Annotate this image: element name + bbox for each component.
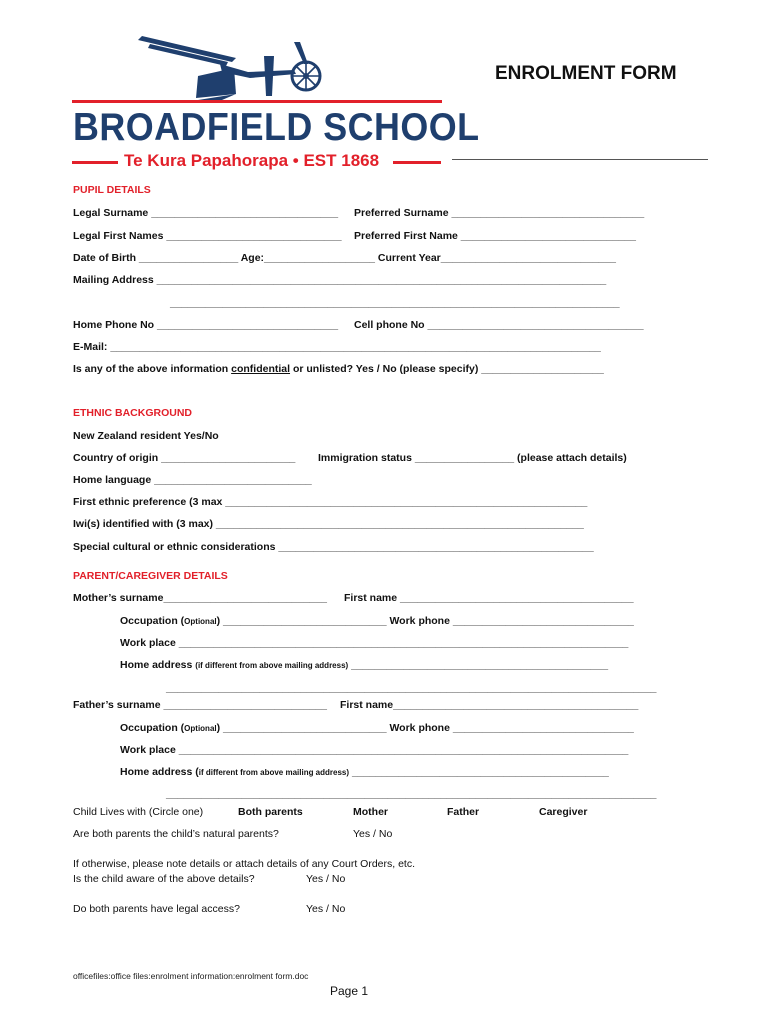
field-father-first-name[interactable]: First name__________________________________________ — [340, 699, 639, 711]
section-heading-parent: PARENT/CAREGIVER DETAILS — [73, 570, 228, 582]
mother-address-label: Home address — [120, 659, 196, 671]
field-preferred-first-name[interactable]: Preferred First Name ______________________________ — [354, 230, 636, 242]
lives-with-both-parents[interactable]: Both parents — [238, 806, 303, 818]
footer-file-path: officefiles:office files:enrolment information:enrolment form.doc — [73, 971, 309, 981]
field-immigration-status[interactable]: Immigration status _________________ (please attach details) — [318, 452, 627, 464]
page-number: Page 1 — [330, 984, 369, 998]
lives-with-mother[interactable]: Mother — [353, 806, 388, 818]
natural-parents-answer[interactable]: Yes / No — [353, 828, 393, 840]
natural-parents-question: Are both parents the child’s natural parents? — [73, 828, 279, 840]
field-mother-first-name[interactable]: First name ________________________________________ — [344, 592, 634, 604]
lives-with-label: Child Lives with (Circle one) — [73, 806, 204, 818]
form-title: ENROLMENT FORM — [495, 63, 677, 84]
field-dob-age-year[interactable]: Date of Birth _________________ Age:___________________ Current Year______________________________ — [73, 252, 616, 264]
field-father-work-place[interactable]: Work place _____________________________________________________________________________ — [120, 744, 629, 756]
field-legal-first-names[interactable]: Legal First Names ______________________________ — [73, 230, 342, 242]
school-name: BROADFIELD SCHOOL — [73, 106, 480, 149]
father-address-note: if different from above mailing address) — [198, 768, 350, 777]
field-preferred-surname[interactable]: Preferred Surname _________________________________ — [354, 207, 645, 219]
field-mother-home-address[interactable] — [120, 659, 608, 672]
field-father-home-address[interactable] — [120, 766, 609, 779]
logo-left-rule — [72, 161, 118, 164]
confidential-question: Is any of the above information — [73, 363, 232, 375]
field-country-of-origin[interactable]: Country of origin _______________________ — [73, 452, 296, 464]
school-tagline: Te Kura Papahorapa • EST 1868 — [124, 151, 380, 170]
field-father-surname[interactable]: Father’s surname ____________________________ — [73, 699, 327, 711]
father-address-label: Home address ( — [120, 766, 199, 778]
mother-occupation-line: ) ____________________________ Work phone _______________________________ — [216, 615, 634, 627]
field-father-occupation[interactable] — [120, 722, 634, 735]
field-home-language[interactable]: Home language ___________________________ — [73, 474, 312, 486]
lives-with-father[interactable]: Father — [447, 806, 480, 818]
field-iwi[interactable]: Iwi(s) identified with (3 max) _______________________________________________________________ — [73, 518, 584, 530]
title-underline — [452, 159, 708, 160]
field-mother-occupation[interactable] — [120, 615, 634, 628]
field-father-address-line2[interactable]: ____________________________________________________________________________________ — [166, 788, 657, 800]
field-mother-work-place[interactable]: Work place _____________________________________________________________________________ — [120, 637, 629, 649]
child-aware-answer[interactable]: Yes / No — [306, 873, 346, 885]
field-cell-phone[interactable]: Cell phone No _____________________________________ — [354, 319, 644, 331]
section-heading-ethnic: ETHNIC BACKGROUND — [73, 407, 192, 419]
mother-occupation-optional: Optional — [184, 617, 217, 626]
mother-address-note: (if different from above mailing address) — [195, 661, 349, 670]
field-special-considerations[interactable]: Special cultural or ethnic considerations ______________________________________________________ — [73, 541, 594, 553]
field-mother-address-line2[interactable]: ____________________________________________________________________________________ — [166, 682, 657, 694]
field-legal-surname[interactable]: Legal Surname ________________________________ — [73, 207, 339, 219]
field-confidential[interactable] — [73, 363, 604, 376]
field-first-ethnic-preference[interactable]: First ethnic preference (3 max ______________________________________________________________ — [73, 496, 588, 508]
mother-address-line: ____________________________________________ — [348, 659, 609, 671]
father-occupation-line: ) ____________________________ Work phone _______________________________ — [216, 722, 634, 734]
field-mailing-address-line2[interactable]: _____________________________________________________________________________ — [170, 297, 620, 309]
field-mother-surname[interactable]: Mother’s surname____________________________ — [73, 592, 327, 604]
confidential-answer: or unlisted? Yes / No (please specify) _____________________ — [290, 363, 604, 375]
child-aware-question: Is the child aware of the above details? — [73, 873, 255, 885]
logo-top-rule — [72, 100, 442, 103]
court-orders-note: If otherwise, please note details or attach details of any Court Orders, etc. — [73, 858, 416, 870]
logo-right-rule — [393, 161, 441, 164]
field-nz-resident[interactable]: New Zealand resident Yes/No — [73, 430, 219, 442]
father-occupation-optional: Optional — [184, 724, 217, 733]
field-email[interactable]: E-Mail: ____________________________________________________________________________________ — [73, 341, 601, 353]
section-heading-pupil: PUPIL DETAILS — [73, 184, 151, 196]
legal-access-question: Do both parents have legal access? — [73, 903, 240, 915]
field-home-phone[interactable]: Home Phone No _______________________________ — [73, 319, 339, 331]
lives-with-caregiver[interactable]: Caregiver — [539, 806, 588, 818]
father-address-line: ____________________________________________ — [349, 766, 609, 778]
confidential-word: confidential — [231, 363, 291, 375]
legal-access-answer[interactable]: Yes / No — [306, 903, 346, 915]
field-mailing-address[interactable]: Mailing Address _____________________________________________________________________________ — [73, 274, 607, 286]
father-occupation-label: Occupation ( — [120, 722, 185, 734]
mother-occupation-label: Occupation ( — [120, 615, 185, 627]
plough-icon — [124, 34, 334, 104]
